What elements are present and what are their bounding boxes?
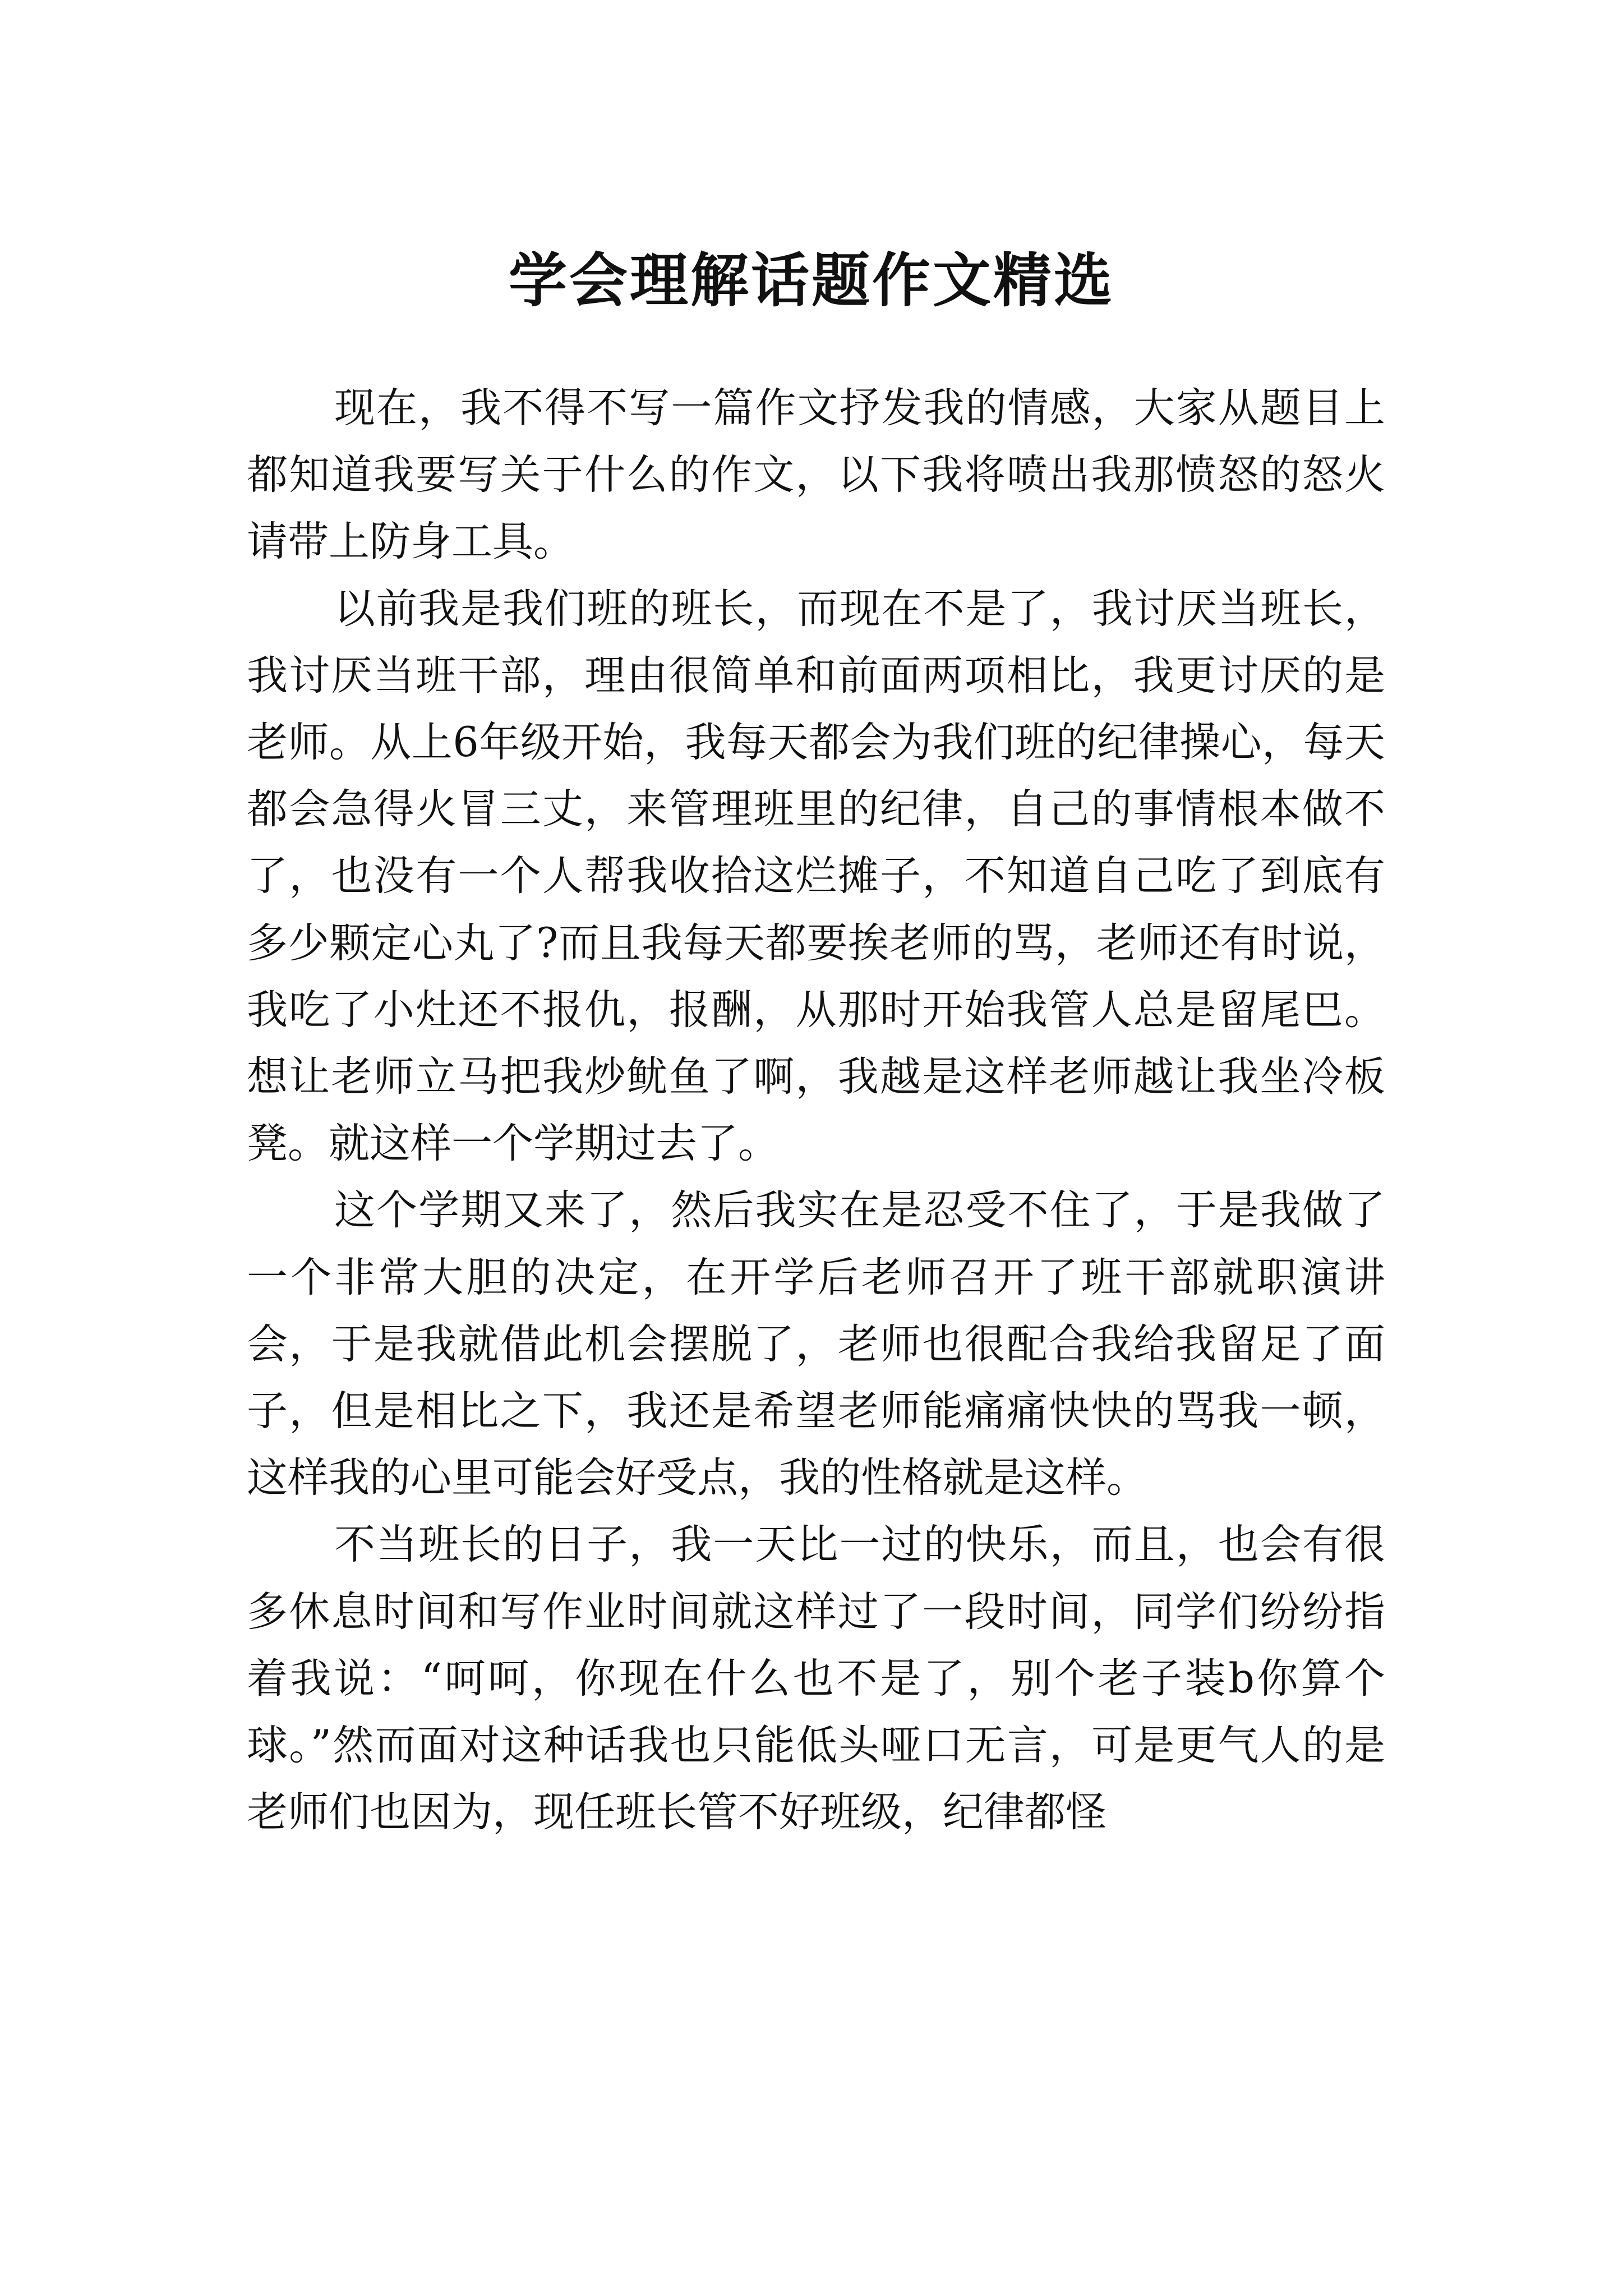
- page-title: 学会理解话题作文精选: [508, 245, 1114, 315]
- paragraph-1: 现在，我不得不写一篇作文抒发我的情感，大家从题目上都知道我要写关于什么的作文，以下我将喷出我那愤怒的怒火请带上防身工具。: [247, 384, 1385, 566]
- paragraph-3: 这个学期又来了，然后我实在是忍受不住了，于是我做了一个非常大胆的决定，在开学后老师召开了班干部就职演讲会，于是我就借此机会摆脱了，老师也很配合我给我留足了面子，但是相比之下，我还是希望老师能痛痛快快的骂我一顿，这样我的心里可能会好受点，我的性格就是这样。: [247, 1186, 1385, 1502]
- paragraph-4: 不当班长的日子，我一天比一过的快乐，而且，也会有很多休息时间和写作业时间就这样过了一段时间，同学们纷纷指着我说：“呵呵，你现在什么也不是了，别个老子装b你算个球。”然而面对这种话我也只能低头哑口无言，可是更气人的是老师们也因为，现任班长管不好班级，纪律都怪: [247, 1521, 1385, 1837]
- paragraph-2: 以前我是我们班的班长，而现在不是了，我讨厌当班长，我讨厌当班干部，理由很简单和前面两项相比，我更讨厌的是老师。从上6年级开始，我每天都会为我们班的纪律操心，每天都会急得火冒三丈，来管理班里的纪律，自己的事情根本做不了，也没有一个人帮我收拾这烂摊子，不知道自己吃了到底有多少颗定心丸了?而且我每天都要挨老师的骂，老师还有时说，我吃了小灶还不报仇，报酬，从那时开始我管人总是留尾巴。想让老师立马把我炒鱿鱼了啊，我越是这样老师越让我坐冷板凳。就这样一个学期过去了。: [247, 585, 1385, 1168]
- document-body: [247, 375, 1385, 1846]
